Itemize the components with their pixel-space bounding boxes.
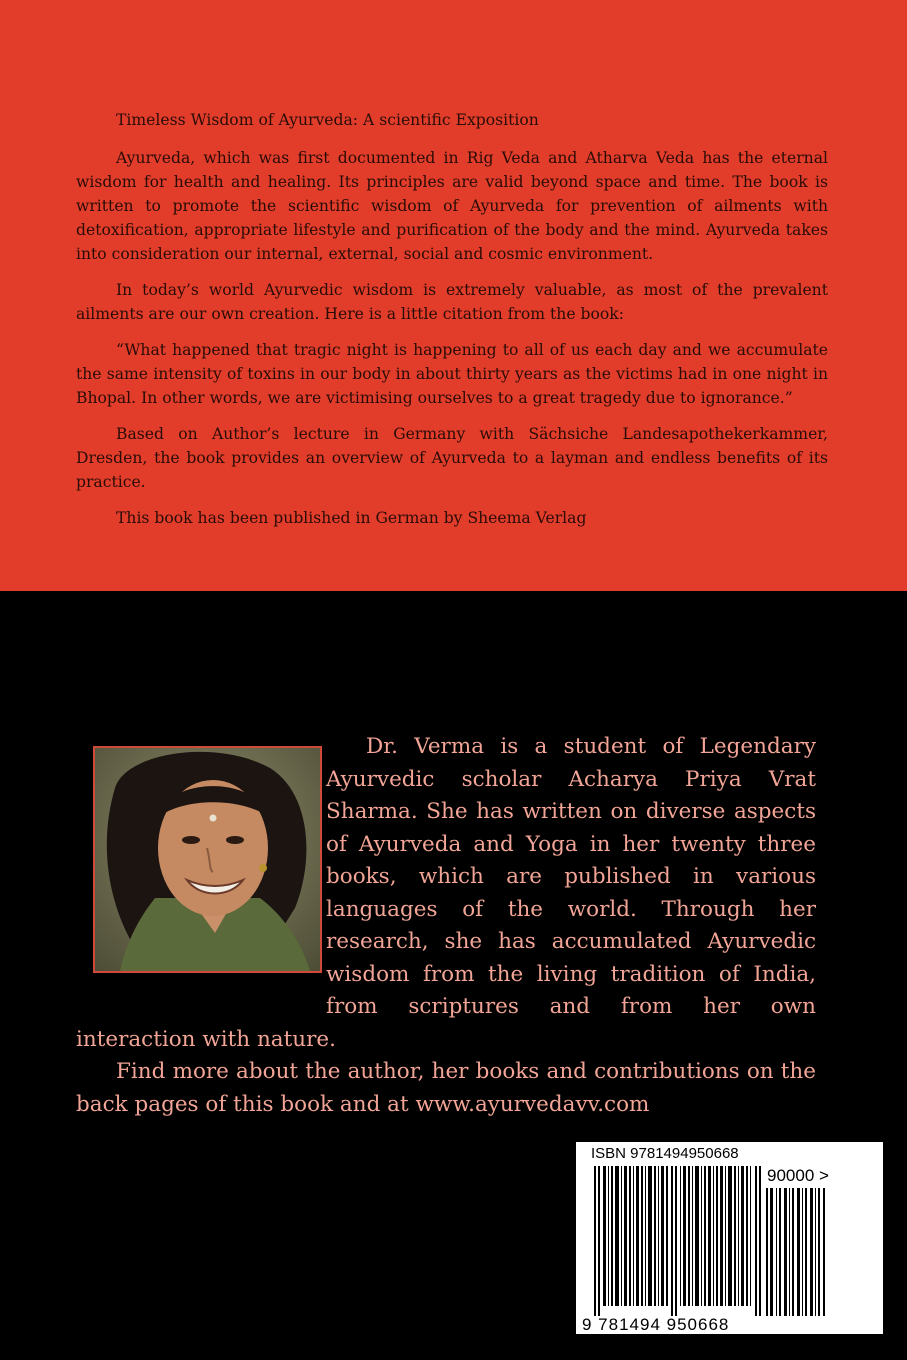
isbn-barcode	[594, 1166, 762, 1316]
blurb-quote: “What happened that tragic night is happening to all of us each day and we accumulate the same intensity of toxins in our body in about thirty years as the victims had in one night in Bhopal. In other words, we are victimising ourselves to a great tragedy due to ignorance.”	[76, 341, 828, 407]
author-more-info: Find more about the author, her books and contributions on the back pages of this book and at www.ayurvedavv.com	[76, 1059, 816, 1117]
blurb-text	[76, 108, 828, 542]
addon-barcode	[766, 1188, 826, 1316]
ean-digits: 9 781494 950668	[582, 1315, 730, 1334]
isbn-label: ISBN 9781494950668	[591, 1145, 739, 1162]
blurb-paragraph-1: Ayurveda, which was first documented in Rig Veda and Atharva Veda has the eternal wisdom for health and healing. Its principles are valid beyond space and time. The book is written to promote the scientific wisdom of Ayurveda for prevention of ailments with detoxification, appropriate lifestyle and purification of the body and the mind. Ayurveda takes into consideration our internal, external, social and cosmic environment.	[76, 149, 828, 263]
author-bio-paragraph: Dr. Verma is a student of Legendary Ayurvedic scholar Acharya Priya Vrat Sharma. She has written on diverse aspects of Ayurveda and Yoga in her twenty three books, which are published in various languages of the world. Through her research, she has accumulated Ayurvedic wisdom from the living tradition of India, from scriptures and from her own interaction with nature.	[76, 734, 816, 1052]
blurb-panel	[0, 0, 907, 591]
blurb-paragraph-4: Based on Author’s lecture in Germany with Sächsiche Landesapothekerkammer, Dresden, the book provides an overview of Ayurveda to a layman and endless benefits of its practice.	[76, 425, 828, 491]
blurb-paragraph-5: This book has been published in German by Sheema Verlag	[116, 509, 587, 527]
author-bio	[76, 731, 816, 1121]
price-code: 90000 >	[767, 1166, 829, 1185]
blurb-paragraph-2: In today’s world Ayurvedic wisdom is extremely valuable, as most of the prevalent ailments are our own creation. Here is a little citation from the book:	[76, 281, 828, 323]
barcode-area	[576, 1142, 883, 1334]
book-title-line: Timeless Wisdom of Ayurveda: A scientific Exposition	[116, 111, 539, 129]
